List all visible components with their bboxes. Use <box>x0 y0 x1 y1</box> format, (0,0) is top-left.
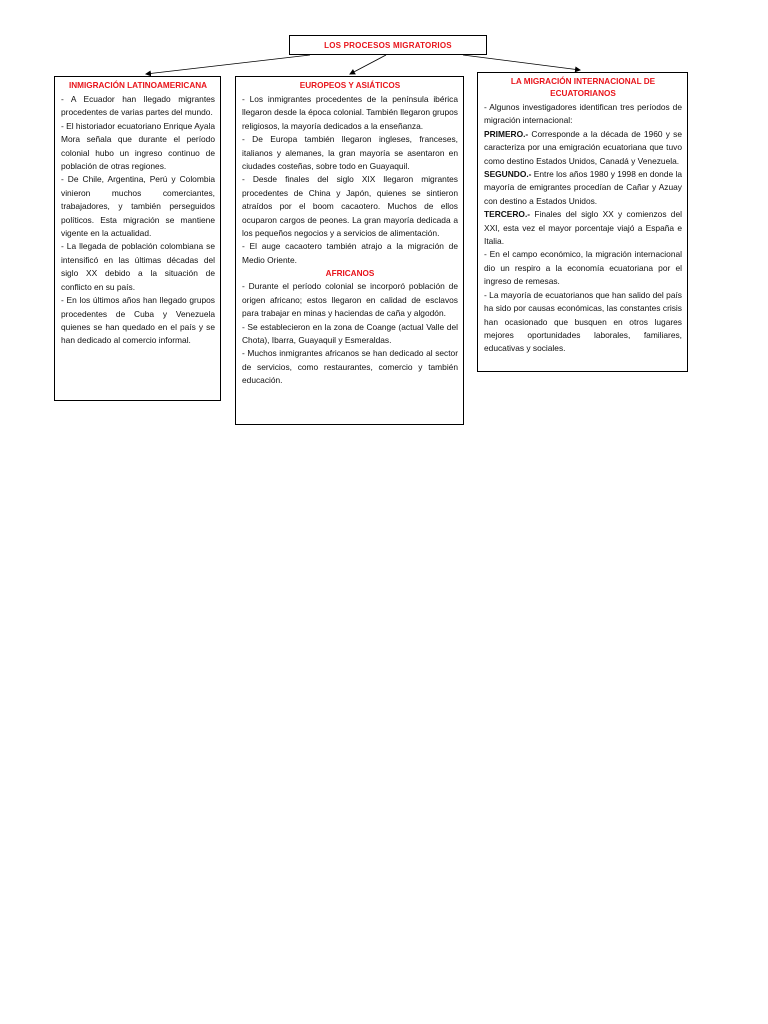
node-right-period <box>484 168 682 208</box>
node-inmigracion-latinoamericana <box>54 76 221 401</box>
connector-to-center <box>350 55 386 74</box>
node-center-paragraph: - Se establecieron en la zona de Coange (actual Valle del Chota), Ibarra, Guayaquil y Esmeraldas. <box>242 321 458 345</box>
node-left-paragraph: - De Chile, Argentina, Perú y Colombia vinieron muchos comerciantes, trabajadores, y también perseguidos políticos. Esta migración se mantiene vigente en la actualidad. <box>61 174 215 239</box>
node-migracion-internacional <box>477 72 688 372</box>
node-center-paragraph: - Muchos inmigrantes africanos se han dedicado al sector de servicios, como restaurantes, comercio y también educación. <box>242 348 458 386</box>
period-text: Corresponde a la década de 1960 y se caracteriza por una emigración ecuatoriana que tuvo como destino Estados Unidos, Canadá y Venezuela. <box>484 128 682 166</box>
node-right-intro: - Algunos investigadores identifican tres períodos de migración internacional: <box>484 102 682 126</box>
period-label: TERCERO.- <box>484 209 531 220</box>
node-right-period <box>484 208 682 248</box>
node-right-paragraph: - La mayoría de ecuatorianos que han salido del país ha sido por causas económicas, las constantes crisis han ocasionado que busquen en otros lugares mejores oportunidades laborales, familiares, educativas y sociales. <box>484 289 682 354</box>
period-label: SEGUNDO.- <box>484 169 532 180</box>
node-center-paragraph: - El auge cacaotero también atrajo a la migración de Medio Oriente. <box>242 241 458 265</box>
node-center-subtitle: AFRICANOS <box>325 269 375 279</box>
node-left-title: INMIGRACIÓN LATINOAMERICANA <box>68 81 208 90</box>
period-text: Entre los años 1980 y 1998 en donde la mayoría de emigrantes procedían de Cañar y Azuay con destino a Estados Unidos. <box>484 169 682 206</box>
node-center-paragraph: - Durante el período colonial se incorporó población de origen africano; estos llegaron en calidad de esclavos para trabajar en minas y haciendas de caña y algodón. <box>242 281 458 319</box>
node-left-paragraph: - En los últimos años han llegado grupos procedentes de Cuba y Venezuela quienes se han quedado en el país y se han dedicado al comercio informal. <box>61 295 215 346</box>
node-right-title: LA MIGRACIÓN INTERNACIONAL DE ECUATORIANOS <box>510 77 656 98</box>
node-left-paragraph: - La llegada de población colombiana se intensificó en las últimas décadas del siglo XX debido a la situación de conflicto en su país. <box>61 241 215 292</box>
node-right-paragraph: - En el campo económico, la migración internacional dio un respiro a la economía ecuatoriana por el ingreso de remesas. <box>484 249 682 287</box>
root-node <box>289 35 487 55</box>
node-center-title: EUROPEOS Y ASIÁTICOS <box>299 81 401 90</box>
node-center-paragraph: - Los inmigrantes procedentes de la península ibérica llegaron desde la época colonial. También llegaron grupos religiosos, la mayoría dedicados a la enseñanza. <box>242 94 458 131</box>
node-left-paragraph: - El historiador ecuatoriano Enrique Ayala Mora señala que durante el período colonial hubo un ingreso continuo de población de otras regiones. <box>61 120 215 172</box>
period-text: Finales del siglo XX y comienzos del XXI, esta vez el mayor porcentaje viajó a España e Italia. <box>484 209 682 247</box>
period-label: PRIMERO.- <box>484 128 529 139</box>
connector-to-right <box>463 55 580 70</box>
node-europeos-asiaticos <box>235 76 464 425</box>
node-center-paragraph: - Desde finales del siglo XIX llegaron migrantes procedentes de China y Japón, quienes se sintieron atraídos por el boom cacaotero. Muchos de ellos ocuparon cargos de peones. La gran mayoría dedicada a los pequeños negocios y a servicios de alimentación. <box>242 174 458 239</box>
node-right-period <box>484 128 682 168</box>
connector-to-left <box>146 55 310 74</box>
node-left-paragraph: - A Ecuador han llegado migrantes procedentes de varias partes del mundo. <box>61 94 215 118</box>
node-center-paragraph: - De Europa también llegaron ingleses, franceses, italianos y alemanes, la gran mayoría se asentaron en ciudades costeñas, sobre todo en Guayaquil. <box>242 134 458 172</box>
root-title: LOS PROCESOS MIGRATORIOS <box>324 40 452 50</box>
